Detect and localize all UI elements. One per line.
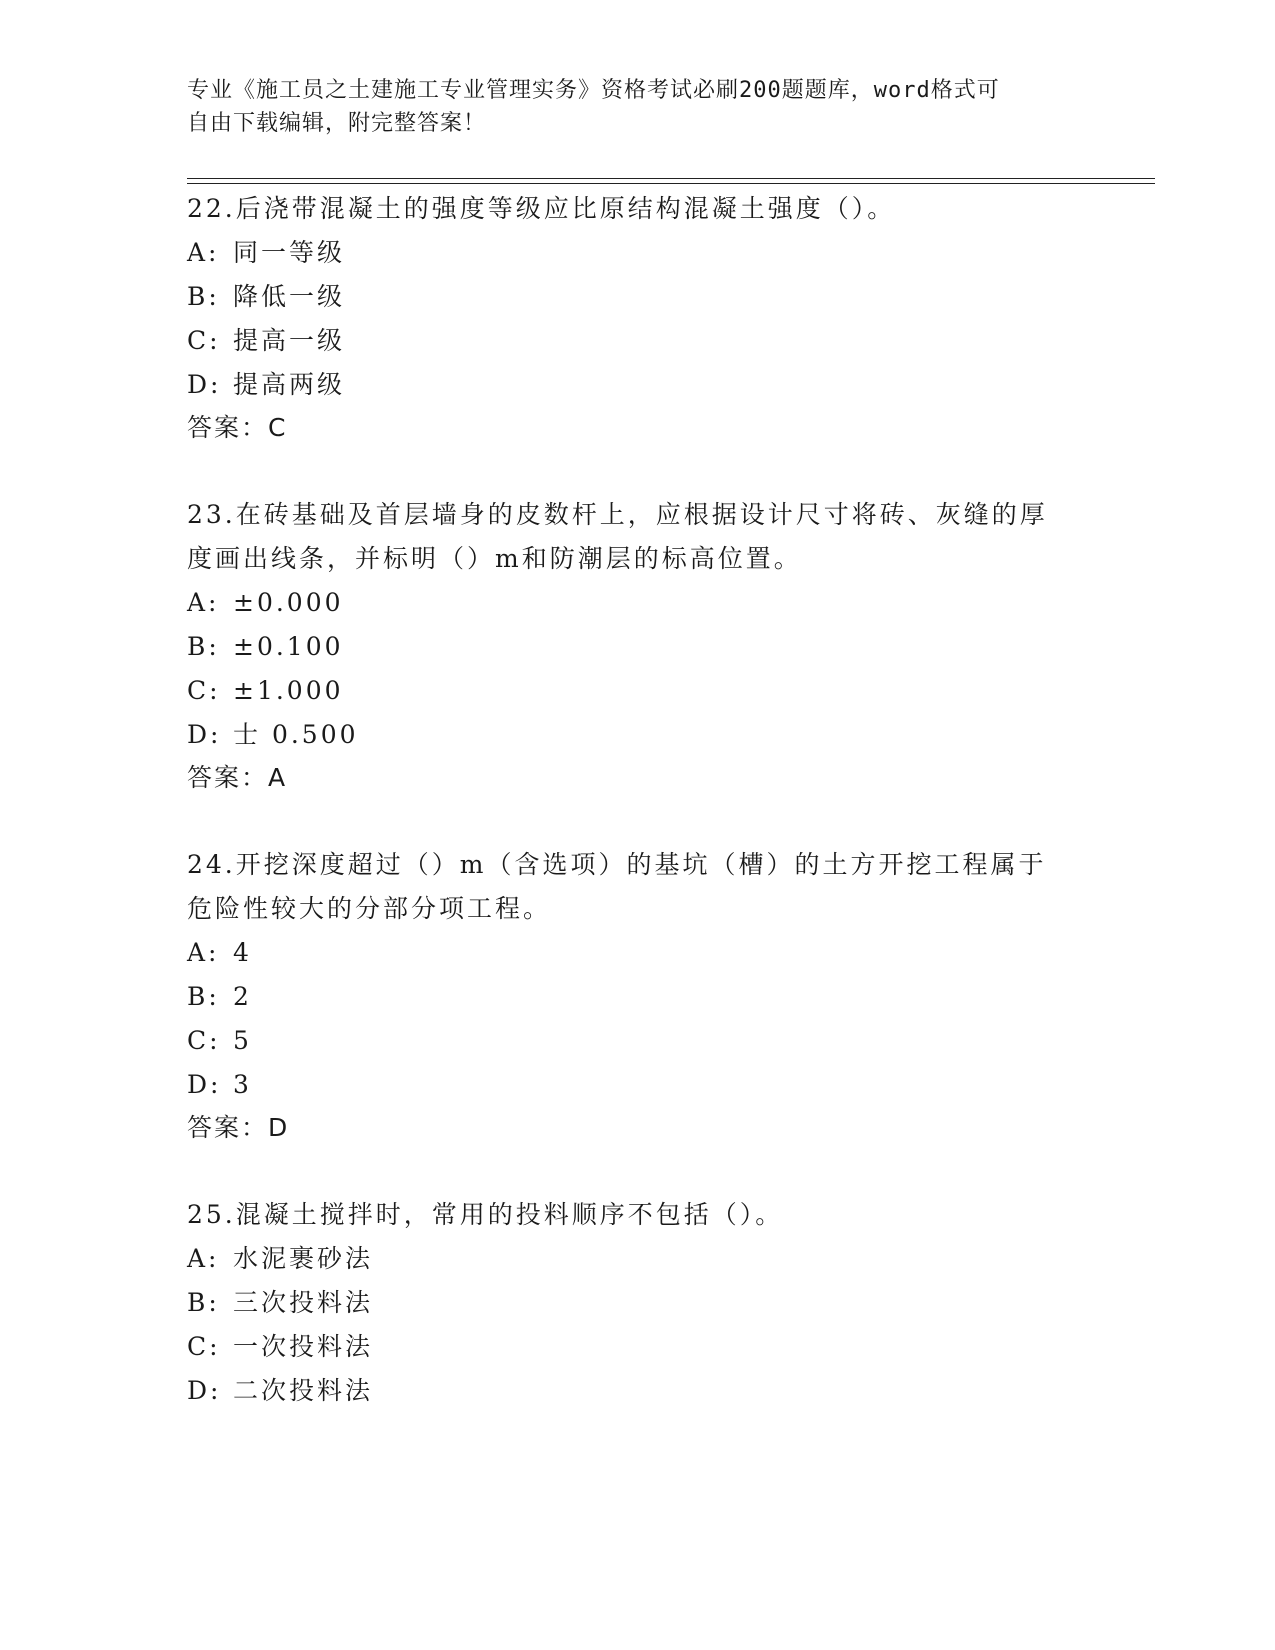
option-letter: D: [187,1376,222,1405]
option-text: 士 0.500 [233,720,359,749]
header-line-2: 自由下载编辑，附完整答案！ [187,111,487,136]
option-letter: A: [187,938,220,967]
question-24-stem-line-2: 危险性较大的分部分项工程。 [187,894,552,923]
option-text: 三次投料法 [233,1288,374,1317]
option-letter: B: [187,282,220,311]
option-text: 4 [233,938,252,967]
option-letter: D: [187,370,222,399]
option-letter: B: [187,1288,220,1317]
document-header [187,74,1087,140]
option-letter: A: [187,588,220,617]
question-24-option-b [187,982,252,1012]
question-24-option-c [187,1026,252,1056]
question-23-stem-line-2: 度画出线条，并标明（）m和防潮层的标高位置。 [187,544,802,573]
question-23-option-b [187,632,344,662]
question-24-answer: 答案：D [187,1113,290,1142]
option-text: 提高两级 [233,370,346,399]
question-23-stem-line-1: 23.在砖基础及首层墙身的皮数杆上，应根据设计尺寸将砖、灰缝的厚 [187,500,1048,529]
option-text: ±0.000 [233,588,344,617]
question-22-option-a [187,238,345,268]
option-text: ±1.000 [233,676,344,705]
option-letter: D: [187,1070,222,1099]
question-23-option-a [187,588,344,618]
question-23-option-d [187,720,359,750]
option-letter: C: [187,1026,221,1055]
option-letter: B: [187,632,220,661]
option-letter: D: [187,720,222,749]
option-text: 5 [233,1026,252,1055]
question-24-option-d [187,1070,252,1100]
question-22-option-c [187,326,345,356]
option-text: 同一等级 [233,238,346,267]
option-text: 3 [233,1070,252,1099]
header-divider-bottom [187,183,1155,184]
question-22-option-b [187,282,345,312]
question-25-option-b [187,1288,373,1318]
option-text: 一次投料法 [233,1332,374,1361]
question-23-option-c [187,676,344,706]
question-22-answer: 答案：C [187,413,288,442]
option-letter: C: [187,676,221,705]
option-text: 2 [233,982,252,1011]
option-letter: B: [187,982,220,1011]
question-23-answer: 答案：A [187,763,288,792]
option-text: 水泥裹砂法 [233,1244,374,1273]
question-24-option-a [187,938,252,968]
option-text: 降低一级 [233,282,346,311]
question-24-stem-line-1: 24.开挖深度超过（）m（含选项）的基坑（槽）的土方开挖工程属于 [187,850,1047,879]
option-letter: C: [187,326,221,355]
option-text: 二次投料法 [233,1376,374,1405]
option-text: 提高一级 [233,326,346,355]
option-letter: A: [187,238,220,267]
question-25-option-d [187,1376,373,1406]
header-divider-top [187,178,1155,179]
option-letter: C: [187,1332,221,1361]
question-25-option-a [187,1244,373,1274]
question-22-stem-line-1: 22.后浇带混凝土的强度等级应比原结构混凝土强度（）。 [187,194,896,223]
header-line-1: 专业《施工员之土建施工专业管理实务》资格考试必刷200题题库，word格式可 [187,78,1000,103]
question-25-option-c [187,1332,373,1362]
option-text: ±0.100 [233,632,344,661]
question-22-option-d [187,370,345,400]
question-25-stem-line-1: 25.混凝土搅拌时，常用的投料顺序不包括（）。 [187,1200,784,1229]
option-letter: A: [187,1244,220,1273]
